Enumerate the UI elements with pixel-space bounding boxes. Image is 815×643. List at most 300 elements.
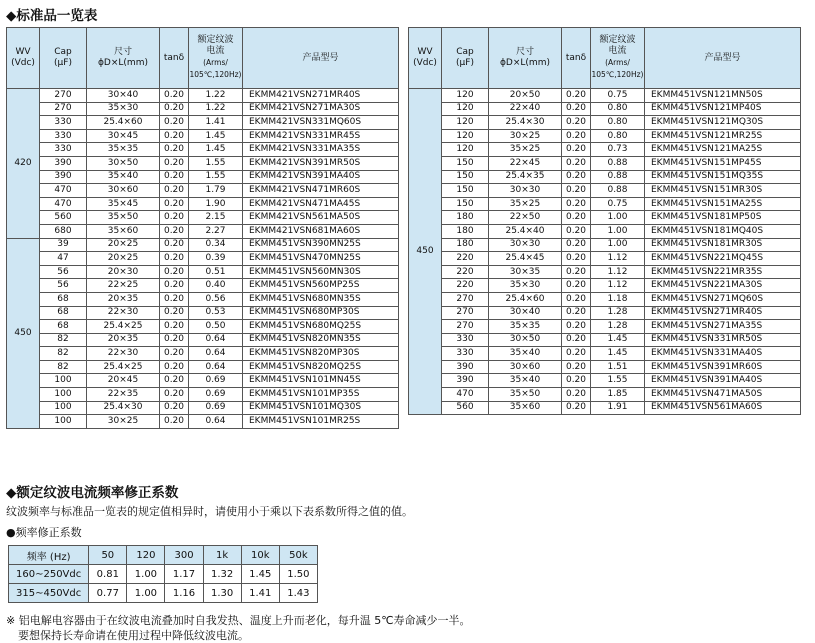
cap-value: 56 (40, 279, 87, 293)
freq-row-label: 315∼450Vdc (9, 584, 89, 603)
header-wv-line: (Vdc) (11, 58, 35, 68)
part-number: EKMM451VSN271MA35S (645, 320, 801, 334)
table-row (7, 89, 399, 103)
part-number: EKMM421VSN331MR45S (243, 129, 399, 143)
cap-value: 56 (40, 265, 87, 279)
tan-value: 0.20 (562, 252, 591, 266)
tan-value: 0.20 (562, 360, 591, 374)
header-wv-line: WV (417, 47, 433, 57)
tan-value: 0.20 (160, 388, 189, 402)
table-row (7, 197, 399, 211)
ripple-value: 0.64 (189, 347, 243, 361)
standard-products-table-left (6, 27, 399, 429)
ripple-value: 1.45 (189, 129, 243, 143)
ripple-value: 1.51 (591, 360, 645, 374)
size-value: 20×35 (87, 333, 160, 347)
tan-value: 0.20 (562, 333, 591, 347)
tan-value: 0.20 (160, 89, 189, 103)
tan-value: 0.20 (160, 292, 189, 306)
part-number: EKMM451VSN391MA40S (645, 374, 801, 388)
header-size-line: ϕD×L(mm) (500, 58, 550, 68)
cap-value: 100 (40, 388, 87, 402)
table-row (7, 279, 399, 293)
wv-value: 450 (409, 89, 442, 415)
size-value: 35×40 (87, 170, 160, 184)
ripple-value: 1.45 (591, 347, 645, 361)
tan-value: 0.20 (562, 116, 591, 130)
size-value: 25.4×45 (489, 252, 562, 266)
part-number: EKMM451VSN101MR25S (243, 415, 399, 429)
tan-value: 0.20 (562, 184, 591, 198)
table-row (409, 143, 801, 157)
freq-coefficient: 1.43 (279, 584, 317, 603)
ripple-value: 1.18 (591, 292, 645, 306)
size-value: 30×40 (489, 306, 562, 320)
tan-value: 0.20 (562, 129, 591, 143)
cap-value: 82 (40, 347, 87, 361)
ripple-value: 0.88 (591, 170, 645, 184)
ripple-value: 0.75 (591, 197, 645, 211)
size-value: 20×25 (87, 238, 160, 252)
table-row (409, 116, 801, 130)
tan-value: 0.20 (160, 211, 189, 225)
header-ripple-line: 电流 (608, 46, 627, 56)
cap-value: 150 (442, 184, 489, 198)
size-value: 30×30 (489, 238, 562, 252)
freq-header-value: 50 (89, 546, 127, 565)
frequency-note: 纹波频率与标准品一览表的规定值相异时，请使用小于乘以下表系数所得之值的值。 (6, 505, 413, 518)
freq-coefficient: 0.81 (89, 565, 127, 584)
tan-value: 0.20 (562, 102, 591, 116)
header-cap (40, 28, 87, 89)
tan-value: 0.20 (160, 265, 189, 279)
part-number: EKMM451VSN271MR40S (645, 306, 801, 320)
ripple-value: 0.69 (189, 401, 243, 415)
tan-value: 0.20 (562, 388, 591, 402)
frequency-table-caption: ●频率修正系数 (6, 526, 82, 539)
tan-value: 0.20 (562, 320, 591, 334)
size-value: 22×25 (87, 279, 160, 293)
ripple-value: 0.40 (189, 279, 243, 293)
size-value: 30×25 (489, 129, 562, 143)
header-wv (7, 28, 40, 89)
table-row (7, 156, 399, 170)
header-size-line: 尺寸 (515, 47, 534, 57)
ripple-value: 1.28 (591, 320, 645, 334)
ripple-value: 0.88 (591, 156, 645, 170)
size-value: 30×35 (489, 265, 562, 279)
tan-value: 0.20 (160, 374, 189, 388)
cap-value: 330 (40, 116, 87, 130)
ripple-value: 0.80 (591, 102, 645, 116)
size-value: 35×35 (87, 143, 160, 157)
ripple-value: 0.80 (591, 116, 645, 130)
table-row (409, 224, 801, 238)
ripple-value: 0.51 (189, 265, 243, 279)
freq-header-value: 120 (127, 546, 165, 565)
size-value: 35×30 (489, 279, 562, 293)
part-number: EKMM451VSN121MP40S (645, 102, 801, 116)
freq-coefficient: 1.41 (241, 584, 279, 603)
table-row (409, 238, 801, 252)
freq-coefficient: 0.77 (89, 584, 127, 603)
size-value: 22×30 (87, 347, 160, 361)
part-number: EKMM421VSN681MA60S (243, 224, 399, 238)
tan-value: 0.20 (160, 238, 189, 252)
ripple-value: 1.90 (189, 197, 243, 211)
part-number: EKMM451VSN331MA40S (645, 347, 801, 361)
tan-value: 0.20 (160, 184, 189, 198)
table-row (7, 129, 399, 143)
ripple-value: 1.45 (189, 143, 243, 157)
ripple-value: 0.50 (189, 320, 243, 334)
cap-value: 470 (442, 388, 489, 402)
size-value: 25.4×30 (489, 116, 562, 130)
table-row (409, 401, 801, 415)
header-size-line: 尺寸 (113, 47, 132, 57)
table-row (409, 265, 801, 279)
ripple-value: 1.55 (189, 170, 243, 184)
table-row (409, 360, 801, 374)
freq-header-row (9, 546, 318, 565)
cap-value: 390 (40, 170, 87, 184)
part-number: EKMM451VSN121MQ30S (645, 116, 801, 130)
cap-value: 100 (40, 401, 87, 415)
freq-header-label: 频率 (Hz) (9, 546, 89, 565)
table-row (7, 415, 399, 429)
tan-value: 0.20 (160, 116, 189, 130)
size-value: 30×60 (87, 184, 160, 198)
cap-value: 270 (40, 89, 87, 103)
ripple-value: 0.73 (591, 143, 645, 157)
table-row (7, 333, 399, 347)
part-number: EKMM451VSN471MA50S (645, 388, 801, 402)
part-number: EKMM421VSN561MA50S (243, 211, 399, 225)
header-wv (409, 28, 442, 89)
ripple-value: 0.69 (189, 374, 243, 388)
header-size (87, 28, 160, 89)
size-value: 25.4×30 (87, 401, 160, 415)
table-row (7, 184, 399, 198)
cap-value: 220 (442, 265, 489, 279)
part-number: EKMM451VSN181MP50S (645, 211, 801, 225)
ripple-value: 1.00 (591, 224, 645, 238)
header-cap-line: (μF) (54, 58, 72, 68)
size-value: 30×50 (87, 156, 160, 170)
part-number: EKMM451VSN101MP35S (243, 388, 399, 402)
frequency-correction-heading: ◆额定纹波电流频率修正系数 (6, 485, 179, 501)
table-row (409, 347, 801, 361)
size-value: 35×60 (489, 401, 562, 415)
tan-value: 0.20 (562, 374, 591, 388)
tan-value: 0.20 (160, 143, 189, 157)
header-cap-line: Cap (54, 47, 72, 57)
cap-value: 330 (442, 347, 489, 361)
part-number: EKMM451VSN121MA25S (645, 143, 801, 157)
table-row (409, 129, 801, 143)
part-number: EKMM451VSN221MA30S (645, 279, 801, 293)
ripple-value: 1.28 (591, 306, 645, 320)
tan-value: 0.20 (562, 279, 591, 293)
table-row (7, 238, 399, 252)
part-number: EKMM421VSN471MA45S (243, 197, 399, 211)
part-number: EKMM421VSN471MR60S (243, 184, 399, 198)
header-part-number: 产品型号 (243, 28, 399, 89)
tan-value: 0.20 (562, 265, 591, 279)
ripple-value: 1.85 (591, 388, 645, 402)
ripple-value: 2.27 (189, 224, 243, 238)
ripple-value: 1.12 (591, 279, 645, 293)
size-value: 30×30 (489, 184, 562, 198)
table-row (409, 388, 801, 402)
footnote-line-2: 要想保持长寿命请在使用过程中降低纹波电流。 (18, 629, 249, 642)
header-row (7, 28, 399, 89)
table-row (7, 320, 399, 334)
size-value: 30×40 (87, 89, 160, 103)
part-number: EKMM451VSN101MQ30S (243, 401, 399, 415)
header-row (409, 28, 801, 89)
cap-value: 47 (40, 252, 87, 266)
freq-coefficient: 1.32 (203, 565, 241, 584)
ripple-value: 0.69 (189, 388, 243, 402)
part-number: EKMM421VSN331MQ60S (243, 116, 399, 130)
ripple-value: 1.12 (591, 265, 645, 279)
cap-value: 390 (442, 374, 489, 388)
header-ripple-cond: 105℃,120Hz) (189, 70, 242, 79)
table-row (7, 360, 399, 374)
ripple-value: 0.75 (591, 89, 645, 103)
cap-value: 270 (442, 320, 489, 334)
tan-value: 0.20 (562, 347, 591, 361)
tan-value: 0.20 (562, 197, 591, 211)
ripple-value: 1.41 (189, 116, 243, 130)
size-value: 35×50 (87, 211, 160, 225)
cap-value: 390 (40, 156, 87, 170)
cap-value: 330 (40, 129, 87, 143)
size-value: 22×50 (489, 211, 562, 225)
cap-value: 100 (40, 374, 87, 388)
size-value: 25.4×35 (489, 170, 562, 184)
freq-coefficient: 1.30 (203, 584, 241, 603)
size-value: 35×45 (87, 197, 160, 211)
part-number: EKMM451VSN391MR60S (645, 360, 801, 374)
tan-value: 0.20 (160, 129, 189, 143)
size-value: 25.4×40 (489, 224, 562, 238)
size-value: 22×40 (489, 102, 562, 116)
table-row (409, 170, 801, 184)
cap-value: 120 (442, 89, 489, 103)
table-row (7, 306, 399, 320)
size-value: 20×35 (87, 292, 160, 306)
frequency-correction-table (8, 545, 318, 603)
cap-value: 560 (40, 211, 87, 225)
size-value: 35×30 (87, 102, 160, 116)
ripple-value: 1.12 (591, 252, 645, 266)
size-value: 20×30 (87, 265, 160, 279)
cap-value: 220 (442, 252, 489, 266)
table-row (409, 156, 801, 170)
table-row (7, 347, 399, 361)
freq-header-value: 10k (241, 546, 279, 565)
part-number: EKMM451VSN680MN35S (243, 292, 399, 306)
table-row (409, 374, 801, 388)
cap-value: 180 (442, 238, 489, 252)
cap-value: 470 (40, 197, 87, 211)
size-value: 22×35 (87, 388, 160, 402)
wv-value: 450 (7, 238, 40, 428)
header-ripple-cond: 105℃,120Hz) (591, 70, 644, 79)
cap-value: 270 (40, 102, 87, 116)
size-value: 25.4×60 (87, 116, 160, 130)
freq-row-label: 160∼250Vdc (9, 565, 89, 584)
header-ripple-line: 电流 (206, 46, 225, 56)
part-number: EKMM451VSN680MQ25S (243, 320, 399, 334)
table-row (409, 89, 801, 103)
ripple-value: 1.91 (591, 401, 645, 415)
ripple-value: 1.22 (189, 102, 243, 116)
table-row (7, 265, 399, 279)
part-number: EKMM421VSN271MA30S (243, 102, 399, 116)
part-number: EKMM421VSN391MA40S (243, 170, 399, 184)
header-cap-line: Cap (456, 47, 474, 57)
freq-coefficient: 1.50 (279, 565, 317, 584)
cap-value: 68 (40, 292, 87, 306)
cap-value: 150 (442, 170, 489, 184)
cap-value: 39 (40, 238, 87, 252)
tan-value: 0.20 (160, 401, 189, 415)
header-wv-line: WV (15, 47, 31, 57)
tan-value: 0.20 (160, 170, 189, 184)
cap-value: 680 (40, 224, 87, 238)
cap-value: 68 (40, 306, 87, 320)
size-value: 20×45 (87, 374, 160, 388)
table-row (7, 211, 399, 225)
header-wv-line: (Vdc) (413, 58, 437, 68)
table-row (409, 102, 801, 116)
size-value: 30×25 (87, 415, 160, 429)
part-number: EKMM451VSN101MN45S (243, 374, 399, 388)
tan-value: 0.20 (562, 224, 591, 238)
table-row (409, 197, 801, 211)
cap-value: 470 (40, 184, 87, 198)
header-tan: tanδ (562, 28, 591, 89)
freq-coefficient: 1.00 (127, 584, 165, 603)
table-row (7, 102, 399, 116)
header-ripple-unit: (Arms/ (605, 58, 630, 67)
part-number: EKMM451VSN121MR25S (645, 129, 801, 143)
part-number: EKMM451VSN181MR30S (645, 238, 801, 252)
tan-value: 0.20 (160, 279, 189, 293)
ripple-value: 1.22 (189, 89, 243, 103)
header-size-line: ϕD×L(mm) (98, 58, 148, 68)
table-row (7, 170, 399, 184)
size-value: 25.4×25 (87, 360, 160, 374)
table-row (7, 292, 399, 306)
cap-value: 560 (442, 401, 489, 415)
part-number: EKMM451VSN820MQ25S (243, 360, 399, 374)
freq-header-value: 1k (203, 546, 241, 565)
cap-value: 100 (40, 415, 87, 429)
size-value: 20×50 (489, 89, 562, 103)
freq-header-value: 50k (279, 546, 317, 565)
part-number: EKMM451VSN271MQ60S (645, 292, 801, 306)
tan-value: 0.20 (160, 306, 189, 320)
tan-value: 0.20 (562, 170, 591, 184)
size-value: 35×60 (87, 224, 160, 238)
ripple-value: 0.80 (591, 129, 645, 143)
part-number: EKMM451VSN221MR35S (645, 265, 801, 279)
size-value: 35×25 (489, 143, 562, 157)
size-value: 22×30 (87, 306, 160, 320)
tan-value: 0.20 (562, 306, 591, 320)
part-number: EKMM451VSN820MN35S (243, 333, 399, 347)
part-number: EKMM451VSN470MN25S (243, 252, 399, 266)
part-number: EKMM451VSN121MN50S (645, 89, 801, 103)
ripple-value: 0.64 (189, 360, 243, 374)
ripple-value: 1.79 (189, 184, 243, 198)
table-row (7, 388, 399, 402)
ripple-value: 1.55 (591, 374, 645, 388)
part-number: EKMM451VSN151MR30S (645, 184, 801, 198)
ripple-value: 0.56 (189, 292, 243, 306)
standard-products-table-right (408, 27, 801, 415)
table-row (7, 224, 399, 238)
freq-header-value: 300 (165, 546, 203, 565)
tan-value: 0.20 (562, 89, 591, 103)
cap-value: 82 (40, 360, 87, 374)
freq-coefficient: 1.17 (165, 565, 203, 584)
tan-value: 0.20 (160, 197, 189, 211)
part-number: EKMM451VSN680MP30S (243, 306, 399, 320)
ripple-value: 0.34 (189, 238, 243, 252)
part-number: EKMM451VSN151MQ35S (645, 170, 801, 184)
freq-row (9, 565, 318, 584)
table-row (409, 279, 801, 293)
tan-value: 0.20 (160, 360, 189, 374)
cap-value: 82 (40, 333, 87, 347)
tan-value: 0.20 (562, 211, 591, 225)
ripple-value: 1.00 (591, 238, 645, 252)
freq-coefficient: 1.00 (127, 565, 165, 584)
table-row (7, 116, 399, 130)
size-value: 25.4×25 (87, 320, 160, 334)
tan-value: 0.20 (160, 320, 189, 334)
part-number: EKMM451VSN390MN25S (243, 238, 399, 252)
cap-value: 180 (442, 224, 489, 238)
ripple-value: 0.39 (189, 252, 243, 266)
header-cap-line: (μF) (456, 58, 474, 68)
table-row (409, 333, 801, 347)
table-row (409, 292, 801, 306)
cap-value: 120 (442, 143, 489, 157)
cap-value: 390 (442, 360, 489, 374)
ripple-value: 0.53 (189, 306, 243, 320)
size-value: 20×25 (87, 252, 160, 266)
cap-value: 150 (442, 197, 489, 211)
header-ripple-line: 额定纹波 (197, 35, 234, 45)
cap-value: 220 (442, 279, 489, 293)
cap-value: 120 (442, 116, 489, 130)
header-ripple (189, 28, 243, 89)
freq-coefficient: 1.16 (165, 584, 203, 603)
part-number: EKMM451VSN151MA25S (645, 197, 801, 211)
cap-value: 330 (442, 333, 489, 347)
ripple-value: 2.15 (189, 211, 243, 225)
size-value: 35×40 (489, 374, 562, 388)
part-number: EKMM451VSN181MQ40S (645, 224, 801, 238)
part-number: EKMM451VSN151MP45S (645, 156, 801, 170)
footnote-line-1: ※ 铝电解电容器由于在纹波电流叠加时自我发热、温度上升而老化，每升温 5℃寿命减少一半。 (6, 614, 471, 627)
